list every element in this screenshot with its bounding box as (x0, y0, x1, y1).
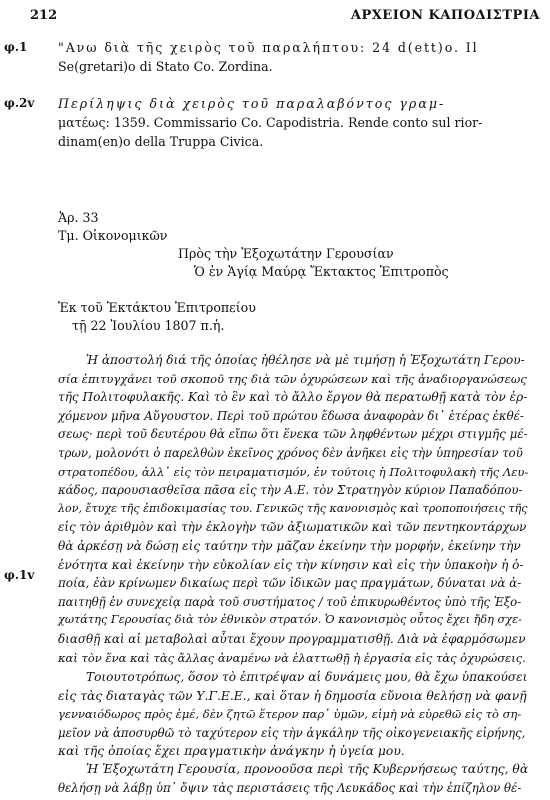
document-sender: Ὁ ἐν Ἁγίᾳ Μαύρᾳ Ἔκτακτος Ἐπιτροπὸς (194, 264, 449, 279)
note-2-line-1: Περίληψις διὰ χειρὸς τοῦ παραλαβόντος γραμ- (58, 96, 446, 111)
paragraph-line: λον, ἔτυχε τῆς ἐπιδοκιμασίας του. Γενικῶς τῆς κανονισμὸς καὶ τροποποιήσεις τῆς (58, 501, 528, 515)
document-addressee: Πρὸς τὴν Ἐξοχωτάτην Γερουσίαν (178, 246, 394, 261)
running-title: ΑΡΧΕΙΟΝ ΚΑΠΟΔΙΣΤΡΙΑ (350, 8, 540, 23)
paragraph-1 (58, 351, 528, 667)
paragraph-line: ποία, ἐὰν κρίνωμεν δικαίως περὶ τῶν ἰδικῶν μας πραγμάτων, δύναται νὰ ἀ- (58, 576, 522, 591)
paragraph-line: κάδος, παρουσιασθεῖσα πᾶσα εἰς τὴν Α.Ε. τὸν Στρατηγὸν κύριον Παπαδόπου- (58, 483, 523, 498)
paragraph-line: χόμενον μῆνα Αὔγουστον. Περὶ τοῦ πρώτου ἔδωσα ἀναφορὰν δι᾽ ἑτέρας ἐκθέ- (58, 408, 524, 423)
paragraph-line: σεως· περὶ τοῦ δευτέρου θὰ εἴπω ὅτι ἕνεκα τῶν ληφθέντων μέχρι στιγμῆς μέ- (58, 427, 528, 442)
folio-marker-1: φ.1 (4, 40, 28, 54)
paragraph-line: χωτάτης Γερουσίας διὰ τὸν ἐθνικὸν στρατόν. Ὁ κανονισμὸς οὗτος ἔχει ἤδη σχε- (58, 613, 522, 627)
document-number: Ἀρ. 33 (58, 210, 99, 225)
paragraph-line: Ἡ ἀποστολή διά τῆς ὁποίας ἠθέλησε νὰ μὲ τιμήσῃ ἡ Ἐξοχωτάτη Γερου- (86, 353, 525, 367)
note-1 (58, 38, 528, 76)
note-2-line-3: dinam(en)o della Truppa Civica. (58, 134, 264, 149)
document-date: τῇ 22 Ἰουλίου 1807 π.ἡ. (72, 318, 225, 333)
paragraph-line: στρατοπέδου, ἀλλ᾽ εἰς τὸν πειραματισμόν, ἐν τούτοις ἡ Πολιτοφυλακὴ τῆς Λευ- (58, 464, 529, 479)
paragraph-line: διασθῇ καὶ αἱ μεταβολαὶ αὗται ἔχουν προγραμματισθῇ. Διὰ νὰ ἐφαρμόσωμεν (58, 631, 526, 646)
paragraph-line: Τοιουτοτρόπως, ὅσον τὸ ἐπιτρέψαν αἱ δυνάμεις μου, θὰ ἔχω ὑπακούσει (86, 670, 528, 684)
paragraph-line: μεῖον νὰ ἀποσυρθῶ τὸ ταχύτερον εἰς τὴν ἀγκάλην τῆς οἰκογενειακῆς εἰρήνης, (58, 725, 526, 740)
note-1-line-1: "Ανω διὰ τῆς χειρὸς τοῦ παραλήπτου: 24 d(ett)o. Il (58, 40, 479, 55)
page-number: 212 (30, 8, 58, 23)
page-header (30, 8, 540, 28)
paragraph-2 (58, 668, 528, 761)
paragraph-line: θελήσῃ νὰ λάβῃ ὑπ᾽ ὄψιν τὰς περιστάσεις τῆς Λευκάδος καὶ τὴν ἐπίζηλον θέ- (58, 780, 522, 795)
paragraph-line: σία ἐπιτυγχάνει τοῦ σκοποῦ της διὰ τῶν ὀχυρώσεων καὶ τῆς ἀναδιοργανώσεως (58, 371, 527, 386)
paragraph-line: παιτηθῇ ἐν συνεχείᾳ παρὰ τοῦ συστήματος / τοῦ ἐπικυρωθέντος ὑπὸ τῆς Ἐξο- (58, 594, 522, 609)
paragraph-line: ἑνότητα καὶ ἐκείνην τὴν εὐκολίαν εἰς τὴν κίνησιν καὶ εἰς τὴν ὑπακοὴν ἡ ὁ- (58, 557, 524, 572)
paragraph-line: θὰ ἀρκέσῃ νὰ δώσῃ εἰς ταύτην τὴν μᾶζαν ἐκείνην τὴν μορφήν, ἐκείνην τὴν (58, 538, 521, 553)
folio-marker-2v: φ.2v (4, 96, 35, 110)
paragraph-line: καὶ τῆς ὁποίας ἔχει πραγματικὴν ἀνάγκην ἡ ὑγεία μου. (58, 744, 405, 759)
paragraph-line: τῆς Πολιτοφυλακῆς. Καὶ τὸ ἓν καὶ τὸ ἄλλο ἔργον θὰ περατωθῇ κατὰ τὸν ἐρ- (58, 390, 528, 405)
note-2 (58, 94, 528, 151)
note-1-line-2: Se(gretari)o di Stato Co. Zordina. (58, 59, 273, 74)
paragraph-line: εἰς τὸν ἀριθμὸν καὶ τὴν ἐκλογὴν τῶν ἀξιωματικῶν καὶ τῶν πεντηκοντάρχων (58, 520, 527, 535)
paragraph-line: γενναιόδωρος πρὸς ἐμέ, δὲν ζητῶ ἕτερον παρ᾽ ὑμῶν, εἰμὴ νὰ εὑρεθῶ εἰς τὸ ση- (58, 707, 522, 722)
folio-marker-1v: φ.1v (4, 568, 35, 582)
paragraph-3 (58, 760, 528, 797)
paragraph-line: καὶ τὸν ἕνα καὶ τὰς ἄλλας ἀναμένω νὰ ἐλαττωθῇ ἡ ἐργασία εἰς τὰς ὀχυρώσεις. (58, 650, 526, 665)
document-place: Ἐκ τοῦ Ἐκτάκτου Ἐπιτροπείου (58, 300, 256, 315)
paragraph-line: τρων, μολονότι ὁ παρελθὼν ἐκεῖνος χρόνος δὲν ἀνῆκει εἰς τὴν ὑπηρεσίαν τοῦ (58, 445, 523, 460)
document-section: Τμ. Οἰκονομικῶν (58, 228, 168, 243)
paragraph-line: εἰς τὰς διαταγὰς τῶν Υ.Γ.Ε.Ε., καὶ ὅταν ἡ δημοσία εὔνοια θελήσῃ νὰ φανῇ (58, 688, 527, 703)
note-2-line-2: ματέως: 1359. Commissario Co. Capodistria. Rende conto sul rior- (58, 115, 483, 130)
paragraph-line: Ἡ Ἐξοχωτάτη Γερουσία, προνοοῦσα περὶ τῆς Κυβερνήσεως ταύτης, θὰ (86, 762, 529, 776)
